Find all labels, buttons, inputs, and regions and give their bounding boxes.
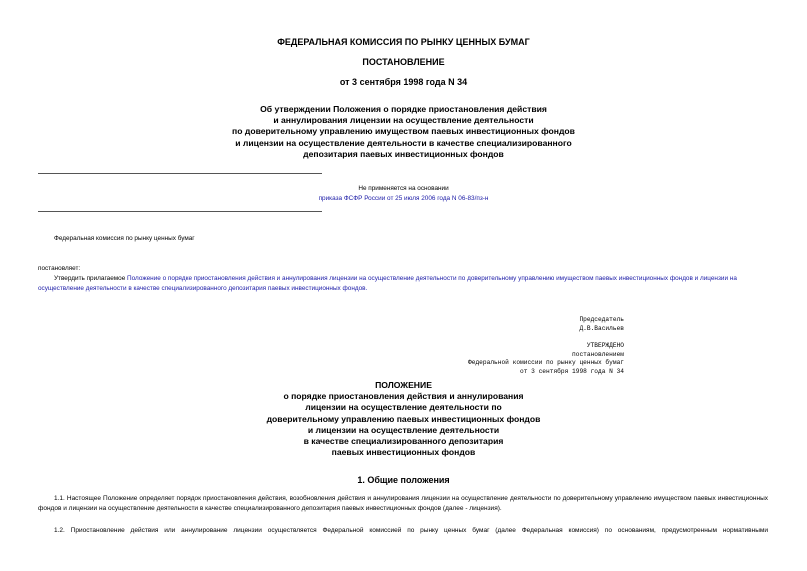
signature-block xyxy=(374,316,624,333)
regulation-title-line: о порядке приостановления действия и аннулирования xyxy=(283,391,524,402)
section-heading: 1. Общие положения xyxy=(357,475,450,485)
approval-line: УТВЕРЖДЕНО xyxy=(586,342,624,349)
approval-line: постановлением xyxy=(572,350,624,358)
status-note-text: Не применяется на основании xyxy=(358,185,449,192)
paragraph-1-1: 1.1. Настоящее Положение определяет порядок приостановления действия, возобновления действия и аннулирования лицензии на осуществление деятельности по доверительному управлению имуществом паевых инвестиционных фондов и лицензии на осуществление деятельности в качестве специализированного депозитария паевых инвестиционных фондов (далее - лицензия). xyxy=(38,495,768,513)
title-line: по доверительному управлению имуществом паевых инвестиционных фондов xyxy=(232,126,575,137)
regulation-title-line: доверительному управлению паевых инвестиционных фондов xyxy=(266,413,541,424)
regulation-title xyxy=(0,380,807,458)
signature-role: Председатель xyxy=(579,316,624,323)
approve-prefix: Утвердить прилагаемое xyxy=(54,275,128,282)
document-type: ПОСТАНОВЛЕНИЕ xyxy=(362,57,445,67)
regulation-link[interactable]: Положение о порядке приостановления действия и аннулирования лицензии на осуществление деятельности по доверительному управлению имуществом паевых инвестиционных фондов и лицензии на осуществление деятельности в качестве специализированного депозитария паевых инвестиционных фондов. xyxy=(38,275,737,292)
agency-name: ФЕДЕРАЛЬНАЯ КОМИССИЯ ПО РЫНКУ ЦЕННЫХ БУМАГ xyxy=(277,37,530,47)
title-line: и аннулирования лицензии на осуществление деятельности xyxy=(273,115,534,126)
divider-top xyxy=(38,173,322,174)
title-line: и лицензии на осуществление деятельности в качестве специализированного xyxy=(235,137,572,148)
paragraph-1-2: 1.2. Приостановление действия или аннулирование лицензии осуществляется Федеральной комиссией по рынку ценных бумаг (далее Федеральная комиссия) по основаниям, предусмотренным нормативными xyxy=(54,527,768,534)
title-line: Об утверждении Положения о порядке приостановления действия xyxy=(260,104,547,114)
regulation-title-line: и лицензии на осуществление деятельности xyxy=(307,424,500,435)
document-date-number: от 3 сентября 1998 года N 34 xyxy=(339,77,468,87)
title-line: депозитария паевых инвестиционных фондов xyxy=(303,148,504,159)
regulation-title-line: в качестве специализированного депозитария xyxy=(303,436,504,447)
approval-line: от 3 сентября 1998 года N 34 xyxy=(520,367,624,375)
signature-name: Д.В.Васильев xyxy=(579,324,624,332)
regulation-heading: ПОЛОЖЕНИЕ xyxy=(375,380,432,390)
regulation-title-line: лицензии на осуществление деятельности по xyxy=(305,402,502,413)
status-note-link[interactable]: приказа ФСФР России от 25 июля 2006 года N 06-83/пз-н xyxy=(318,195,489,202)
document-title xyxy=(0,104,807,160)
approve-paragraph xyxy=(38,274,770,294)
resolves-text: постановляет: xyxy=(38,265,81,272)
divider-bottom xyxy=(38,211,322,212)
status-note xyxy=(0,184,807,204)
issuer-text: Федеральная комиссия по рынку ценных бумаг xyxy=(54,235,195,242)
approval-block xyxy=(324,342,624,376)
approval-line: Федеральной комиссии по рынку ценных бумаг xyxy=(468,359,624,367)
regulation-title-line: паевых инвестиционных фондов xyxy=(331,447,476,458)
